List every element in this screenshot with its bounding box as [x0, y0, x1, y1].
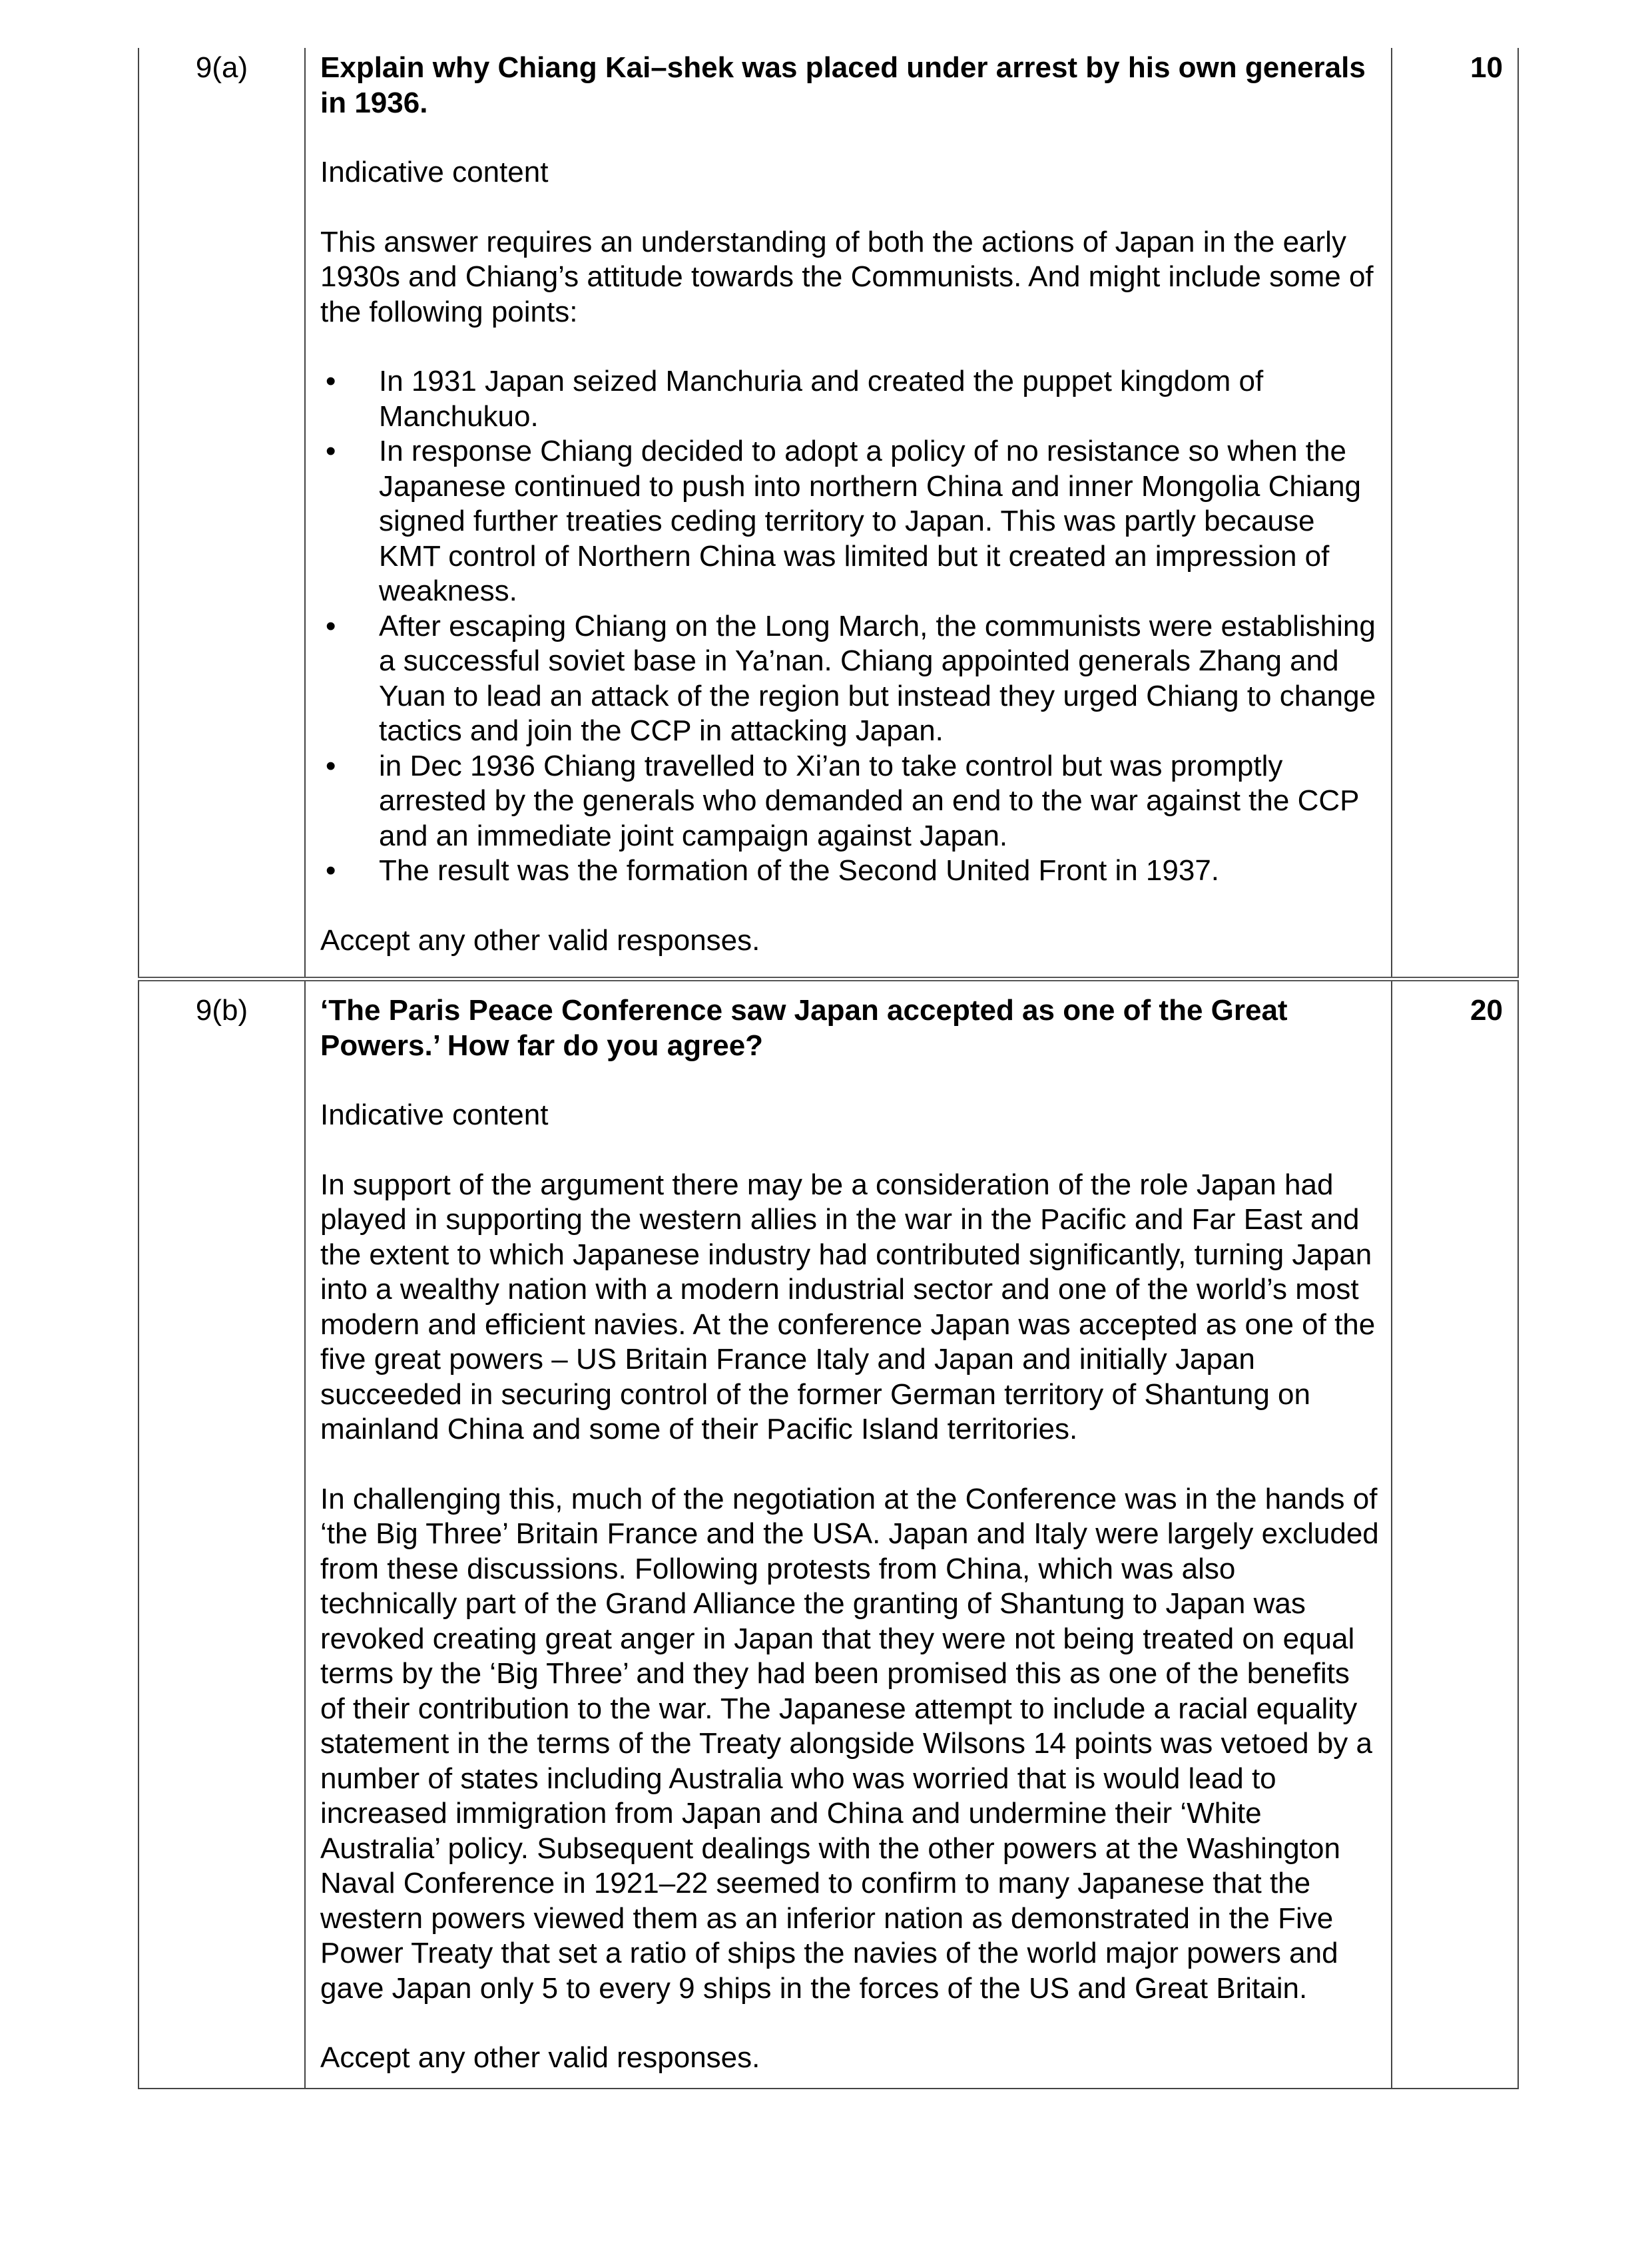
answer-cell [305, 979, 1392, 2089]
list-item-text: After escaping Chiang on the Long March, the communists were establishing a successful soviet base in Ya’nan. Chiang appointed generals Zhang and Yuan to lead an attack of the region but instead they urged Chiang to change tactics and join the CCP in attacking Japan. [379, 609, 1376, 747]
list-item [320, 854, 1379, 889]
list-item [320, 749, 1379, 854]
bullet-icon: • [326, 854, 336, 887]
challenge-paragraph: In challenging this, much of the negotiation at the Conference was in the hands of ‘the Big Three’ Britain France and the USA. Japan and Italy were largely excluded from these discussions. Following protests from China, which was also technically part of the Grand Alliance the granting of Shantung to Japan was revoked creating great anger in Japan that they were not being treated on equal terms by the ‘Big Three’ and they had been promised this as one of the benefits of their contribution to the war. The Japanese attempt to include a racial equality statement in the terms of the Treaty alongside Wilsons 14 points was vetoed by a number of states including Australia who was worried that is would lead to increased immigration from Japan and China and undermine their ‘White Australia’ policy. Subsequent dealings with the other powers at the Washington Naval Conference in 1921–22 seemed to confirm to many Japanese that the western powers viewed them as an inferior nation as demonstrated in the Five Power Treaty that set a ratio of ships the navies of the world major powers and gave Japan only 5 to every 9 ships in the forces of the US and Great Britain. [320, 1482, 1379, 2005]
question-row-9a [138, 48, 1518, 979]
list-item-text: in Dec 1936 Chiang travelled to Xi’an to take control but was promptly arrested by the generals who demanded an end to the war against the CCP and an immediate joint campaign against Japan. [379, 749, 1359, 852]
list-item-text: In 1931 Japan seized Manchuria and created the puppet kingdom of Manchukuo. [379, 365, 1264, 433]
closing-note: Accept any other valid responses. [320, 923, 760, 957]
indicative-content-heading: Indicative content [320, 156, 549, 188]
question-number: 9(b) [138, 979, 305, 2089]
bullet-icon: • [326, 435, 336, 467]
question-number: 9(a) [138, 48, 305, 979]
question-text: ‘The Paris Peace Conference saw Japan accepted as one of the Great Powers.’ How far do you agree? [320, 994, 1288, 1062]
support-paragraph: In support of the argument there may be a consideration of the role Japan had played in supporting the western allies in the war in the Pacific and Far East and the extent to which Japanese industry had contributed significantly, turning Japan into a wealthy nation with a modern industrial sector and one of the world’s most modern and efficient navies. At the conference Japan was accepted as one of the five great powers – US Britain France Italy and Japan and initially Japan succeeded in securing control of the former German territory of Shantung on mainland China and some of their Pacific Island territories. [320, 1168, 1376, 1445]
answer-cell [305, 48, 1392, 979]
bullet-icon: • [326, 365, 336, 397]
indicative-content-heading: Indicative content [320, 1099, 549, 1131]
closing-note: Accept any other valid responses. [320, 2041, 760, 2074]
bullet-icon: • [326, 749, 336, 782]
mark-scheme-table [138, 48, 1519, 2089]
question-row-9b [138, 979, 1518, 2089]
marks-value: 20 [1392, 979, 1518, 2089]
list-item-text: The result was the formation of the Second United Front in 1937. [379, 854, 1220, 887]
list-item [320, 364, 1379, 434]
intro-paragraph: This answer requires an understanding of both the actions of Japan in the early 1930s and Chiang’s attitude towards the Communists. And might include some of the following points: [320, 225, 1374, 328]
bullet-list [320, 364, 1379, 889]
marks-value: 10 [1392, 48, 1518, 979]
question-text: Explain why Chiang Kai–shek was placed under arrest by his own generals in 1936. [320, 51, 1366, 119]
bullet-icon: • [326, 609, 336, 642]
list-item-text: In response Chiang decided to adopt a policy of no resistance so when the Japanese continued to push into northern China and inner Mongolia Chiang signed further treaties ceding territory to Japan. This was partly because KMT control of Northern China was limited but it created an impression of weakness. [379, 435, 1362, 607]
list-item [320, 609, 1379, 749]
list-item [320, 434, 1379, 609]
